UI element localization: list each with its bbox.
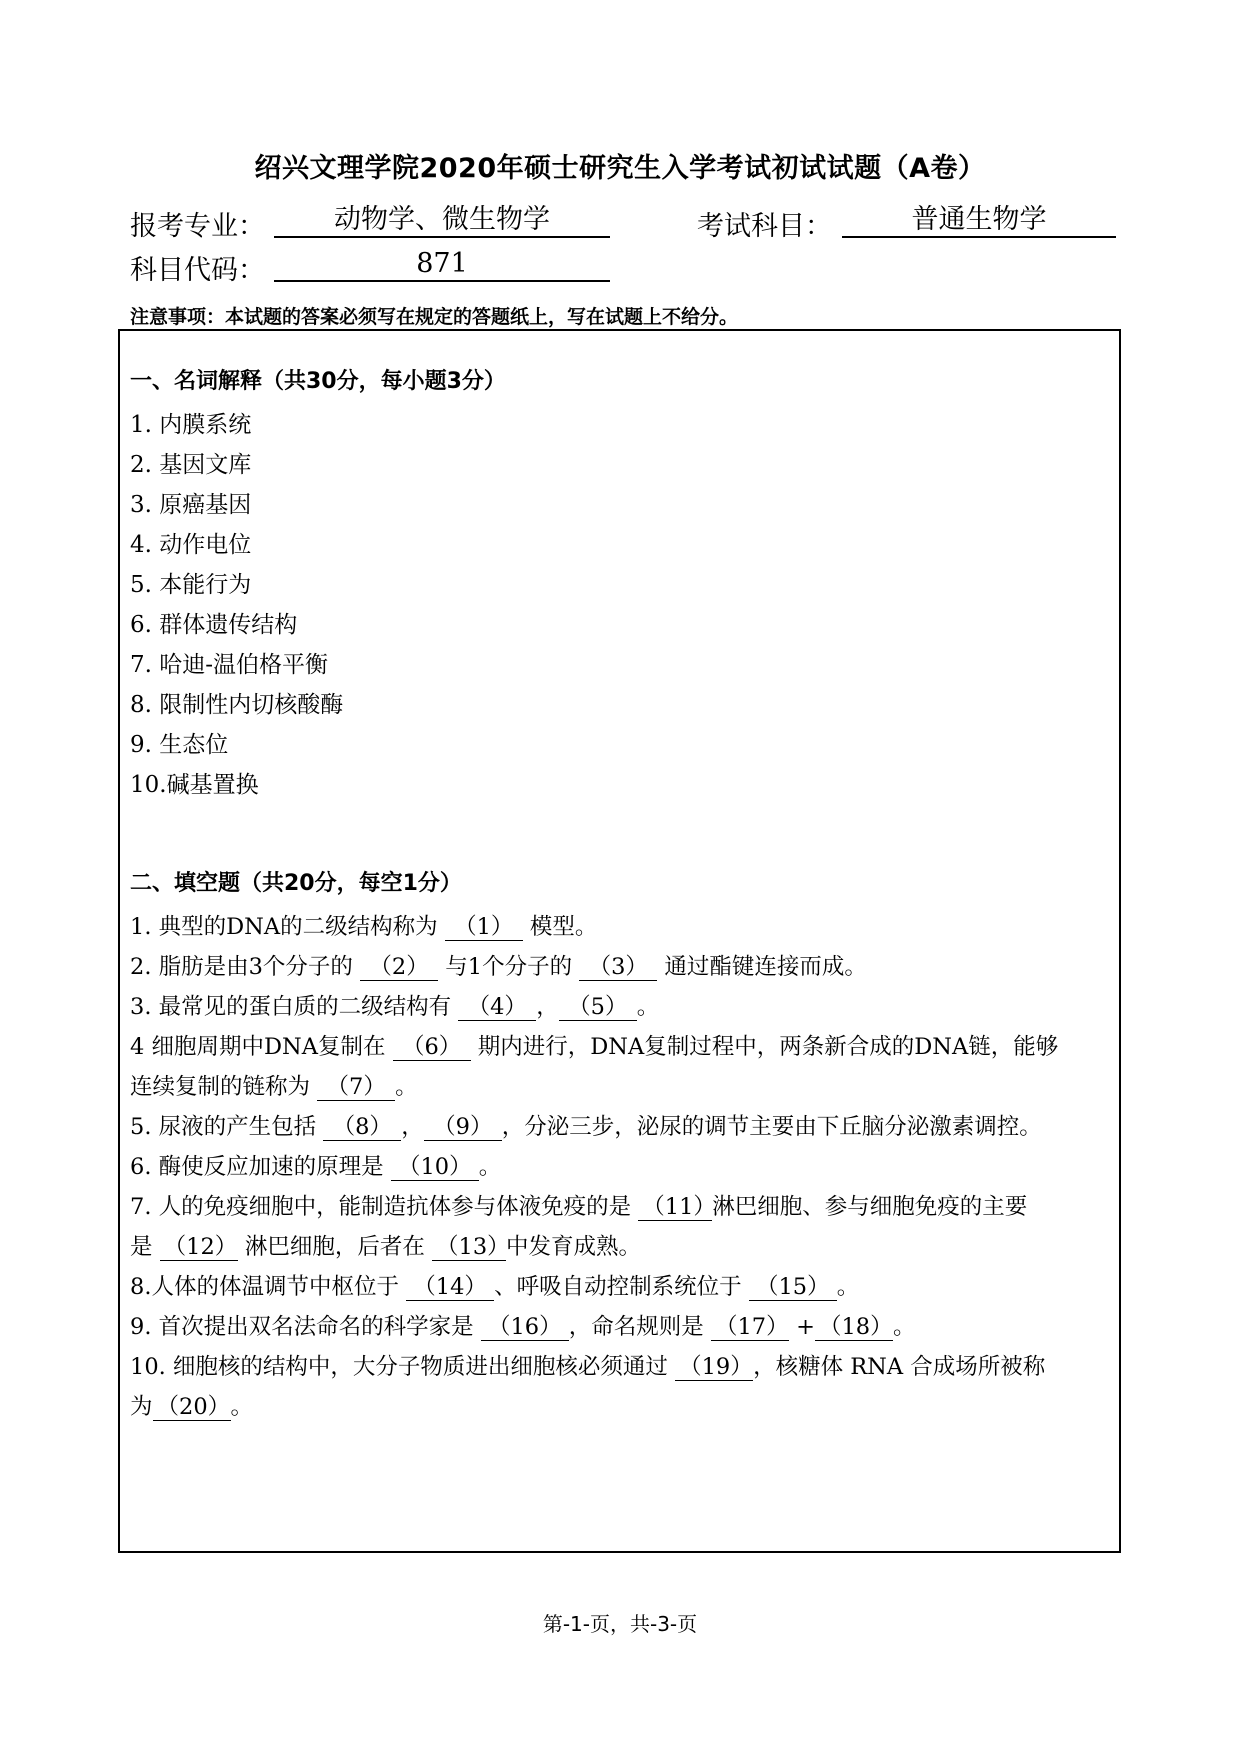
question-text: 是 <box>130 1234 153 1260</box>
question-text: 9. 首次提出双名法命名的科学家是 <box>130 1314 474 1340</box>
term-item: 4. 动作电位 <box>130 532 252 558</box>
blank-8: （8） <box>323 1114 401 1141</box>
blank-16: （16） <box>481 1314 569 1341</box>
question-text: 模型。 <box>529 914 598 940</box>
question-text: 。 <box>892 1314 916 1340</box>
fill-question-6 <box>130 1152 1116 1182</box>
question-text: + <box>796 1314 815 1340</box>
blank-19: （19） <box>675 1354 753 1381</box>
code-value: 871 <box>274 248 610 282</box>
blank-1: （1） <box>445 914 523 941</box>
question-text: 、呼吸自动控制系统位于 <box>494 1274 742 1300</box>
question-text: 淋巴细胞、参与细胞免疫的主要 <box>712 1194 1028 1220</box>
fill-question-4-cont <box>130 1072 1116 1102</box>
major-value: 动物学、微生物学 <box>274 204 610 238</box>
question-text: 。 <box>395 1074 418 1100</box>
term-item: 9. 生态位 <box>130 732 229 758</box>
question-text: 连续复制的链称为 <box>130 1074 311 1100</box>
blank-18: （18） <box>815 1314 893 1341</box>
question-text: 2. 脂肪是由3个分子的 <box>130 954 353 980</box>
major-label: 报考专业： <box>130 211 265 242</box>
blank-20: （20） <box>153 1394 231 1421</box>
question-text: ，核糖体 RNA 合成场所被称 <box>753 1354 1046 1380</box>
term-item: 3. 原癌基因 <box>130 492 252 518</box>
question-text: ， <box>401 1114 424 1140</box>
blank-2: （2） <box>360 954 438 981</box>
fill-question-7 <box>130 1192 1116 1222</box>
blank-14: （14） <box>406 1274 494 1301</box>
fill-question-10 <box>130 1352 1116 1382</box>
subject-value: 普通生物学 <box>842 204 1116 238</box>
fill-question-4 <box>130 1032 1116 1062</box>
question-text: 通过酯键连接而成。 <box>664 954 867 980</box>
blank-3: （3） <box>579 954 657 981</box>
section2-heading: 二、填空题（共20分，每空1分） <box>130 871 462 896</box>
term-item: 8. 限制性内切核酸酶 <box>130 692 344 718</box>
fill-question-10-cont <box>130 1392 1116 1422</box>
term-item: 5. 本能行为 <box>130 572 252 598</box>
fill-question-8 <box>130 1272 1116 1302</box>
question-text: 5. 尿液的产生包括 <box>130 1114 317 1140</box>
question-text: 8.人体的体温调节中枢位于 <box>130 1274 399 1300</box>
question-text: 。 <box>836 1274 860 1300</box>
blank-5: （5） <box>559 994 637 1021</box>
fill-question-9 <box>130 1312 1116 1342</box>
term-item: 10.碱基置换 <box>130 772 259 798</box>
blank-6: （6） <box>393 1034 471 1061</box>
blank-15: （15） <box>749 1274 837 1301</box>
question-text: ，分泌三步，泌尿的调节主要由下丘脑分泌激素调控。 <box>501 1114 1042 1140</box>
question-text: 3. 最常见的蛋白质的二级结构有 <box>130 994 452 1020</box>
fill-question-5 <box>130 1112 1116 1142</box>
question-text: 。 <box>230 1394 254 1420</box>
question-text: 。 <box>478 1154 502 1180</box>
fill-question-2 <box>130 952 1116 982</box>
subject-label: 考试科目： <box>697 211 832 242</box>
question-text: 为 <box>130 1394 153 1420</box>
term-item: 2. 基因文库 <box>130 452 252 478</box>
question-text: 10. 细胞核的结构中，大分子物质进出细胞核必须通过 <box>130 1354 668 1380</box>
blank-12: （12） <box>160 1234 238 1261</box>
question-text: 6. 酶使反应加速的原理是 <box>130 1154 384 1180</box>
term-item: 1. 内膜系统 <box>130 412 252 438</box>
blank-11: （11） <box>638 1194 712 1221</box>
exam-title: 绍兴文理学院2020年硕士研究生入学考试初试试题（A卷） <box>254 153 986 184</box>
blank-7: （7） <box>317 1074 395 1101</box>
question-text: 4 细胞周期中DNA复制在 <box>130 1034 386 1060</box>
question-text: 淋巴细胞，后者在 <box>244 1234 425 1260</box>
fill-question-3 <box>130 992 1116 1022</box>
question-text: 中发育成熟。 <box>506 1234 642 1260</box>
notice-text: 注意事项：本试题的答案必须写在规定的答题纸上，写在试题上不给分。 <box>130 306 739 328</box>
question-text: 期内进行，DNA复制过程中，两条新合成的DNA链，能够 <box>477 1034 1059 1060</box>
fill-question-1 <box>130 912 1116 942</box>
blank-13: （13） <box>432 1234 506 1261</box>
blank-4: （4） <box>458 994 536 1021</box>
fill-question-7-cont <box>130 1232 1116 1262</box>
question-text: ，命名规则是 <box>568 1314 704 1340</box>
blank-9: （9） <box>424 1114 502 1141</box>
blank-10: （10） <box>391 1154 479 1181</box>
question-text: ， <box>536 994 559 1020</box>
term-item: 6. 群体遗传结构 <box>130 612 298 638</box>
question-text: 7. 人的免疫细胞中，能制造抗体参与体液免疫的是 <box>130 1194 632 1220</box>
code-label: 科目代码： <box>130 255 265 286</box>
blank-17: （17） <box>711 1314 789 1341</box>
section1-heading: 一、名词解释（共30分，每小题3分） <box>130 369 506 394</box>
question-text: 与1个分子的 <box>445 954 573 980</box>
question-text: 1. 典型的DNA的二级结构称为 <box>130 914 438 940</box>
page-footer: 第-1-页，共-3-页 <box>542 1612 698 1636</box>
term-item: 7. 哈迪-温伯格平衡 <box>130 652 329 678</box>
question-text: 。 <box>636 994 660 1020</box>
